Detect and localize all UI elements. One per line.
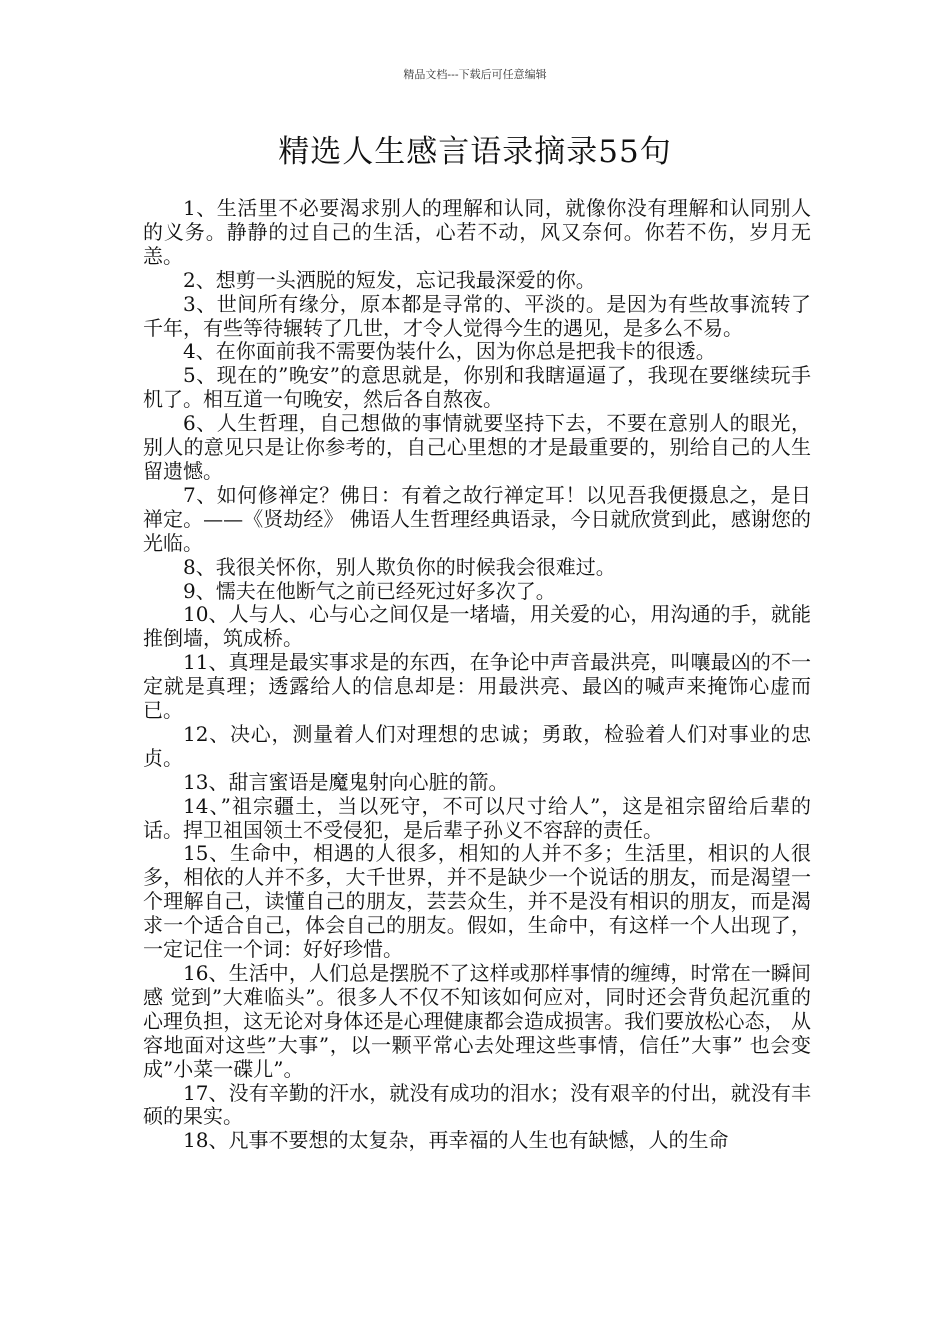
paragraph-10: 10、人与人、心与心之间仅是一堵墙，用关爱的心，用沟通的手，就能推倒墙，筑成桥。 [143, 602, 811, 651]
paragraph-16: 16、生活中，人们总是摆脱不了这样或那样事情的缠缚，时常在一瞬间感 觉到”大难临头”。很多人不仅不知该如何应对，同时还会背负起沉重的 心理负担，这无论对身体还是心理健康都会造成损害。我们要放松心态， 从容地面对这些”大事”，以一颗平常心去处理这些事情，信任”大事” 也会变成”小菜一碟儿”。 [143, 961, 811, 1081]
paragraph-9: 9、懦夫在他断气之前已经死过好多次了。 [183, 578, 556, 603]
paragraph-3: 3、世间所有缘分，原本都是寻常的、平淡的。是因为有些故事流转了千年，有些等待辗转了几世，才令人觉得今生的遇见，是多么不易。 [143, 291, 811, 340]
paragraph-6: 6、人生哲理，自己想做的事情就要坚持下去，不要在意别人的眼光，别人的意见只是让你参考的，自己心里想的才是最重要的，别给自己的人生留遗憾。 [143, 411, 811, 483]
paragraph-7: 7、如何修禅定？佛日：有着之故行禅定耳！以见吾我便摄息之，是日禅定。——《贤劫经》 佛语人生哲理经典语录，今日就欣赏到此，感谢您的光临。 [143, 482, 811, 555]
paragraph-4: 4、在你面前我不需要伪装什么，因为你总是把我卡的很透。 [183, 339, 716, 364]
paragraph-12: 12、决心，测量着人们对理想的忠诚；勇敢，检验着人们对事业的忠贞。 [143, 721, 811, 770]
paragraph-14: 14、”祖宗疆土，当以死守，不可以尺寸给人”，这是祖宗留给后辈的话。捍卫祖国领土不受侵犯，是后辈子孙义不容辞的责任。 [143, 793, 811, 842]
page-title: 精选人生感言语录摘录55句 [278, 134, 672, 170]
paragraph-2: 2、想剪一头洒脱的短发，忘记我最深爱的你。 [183, 267, 596, 292]
body-text [143, 197, 811, 1153]
paragraph-1: 1、生活里不必要渴求别人的理解和认同，就像你没有理解和认同别人的义务。静静的过自己的生活，心若不动，风又奈何。你若不伤，岁月无恙。 [143, 196, 811, 268]
header-note: 精品文档---下载后可任意编辑 [403, 68, 547, 81]
paragraph-13: 13、甜言蜜语是魔鬼射向心脏的箭。 [183, 769, 509, 794]
paragraph-15: 15、生命中，相遇的人很多，相知的人并不多；生活里，相识的人很多，相依的人并不多，大千世界，并不是缺少一个说话的朋友，而是渴望一个理解自己，读懂自己的朋友，芸芸众生，并不是没有相识的朋友，而是渴求一个适合自己，体会自己的朋友。假如，生命中，有这样一个人出现了，一定记住一个词：好好珍惜。 [143, 841, 811, 962]
paragraph-17: 17、没有辛勤的汗水，就没有成功的泪水；没有艰辛的付出，就没有丰硕的果实。 [143, 1080, 811, 1129]
paragraph-8: 8、我很关怀你，别人欺负你的时候我会很难过。 [183, 554, 616, 579]
paragraph-11: 11、真理是最实事求是的东西，在争论中声音最洪亮，叫嚷最凶的不一定就是真理；透露给人的信息却是：用最洪亮、最凶的喊声来掩饰心虚而已。 [143, 650, 811, 723]
paragraph-18: 18、凡事不要想的太复杂，再幸福的人生也有缺憾，人的生命 [183, 1128, 729, 1153]
paragraph-5: 5、现在的”晚安”的意思就是，你别和我瞎逼逼了，我现在要继续玩手机了。相互道一句晚安，然后各自熬夜。 [143, 363, 811, 412]
